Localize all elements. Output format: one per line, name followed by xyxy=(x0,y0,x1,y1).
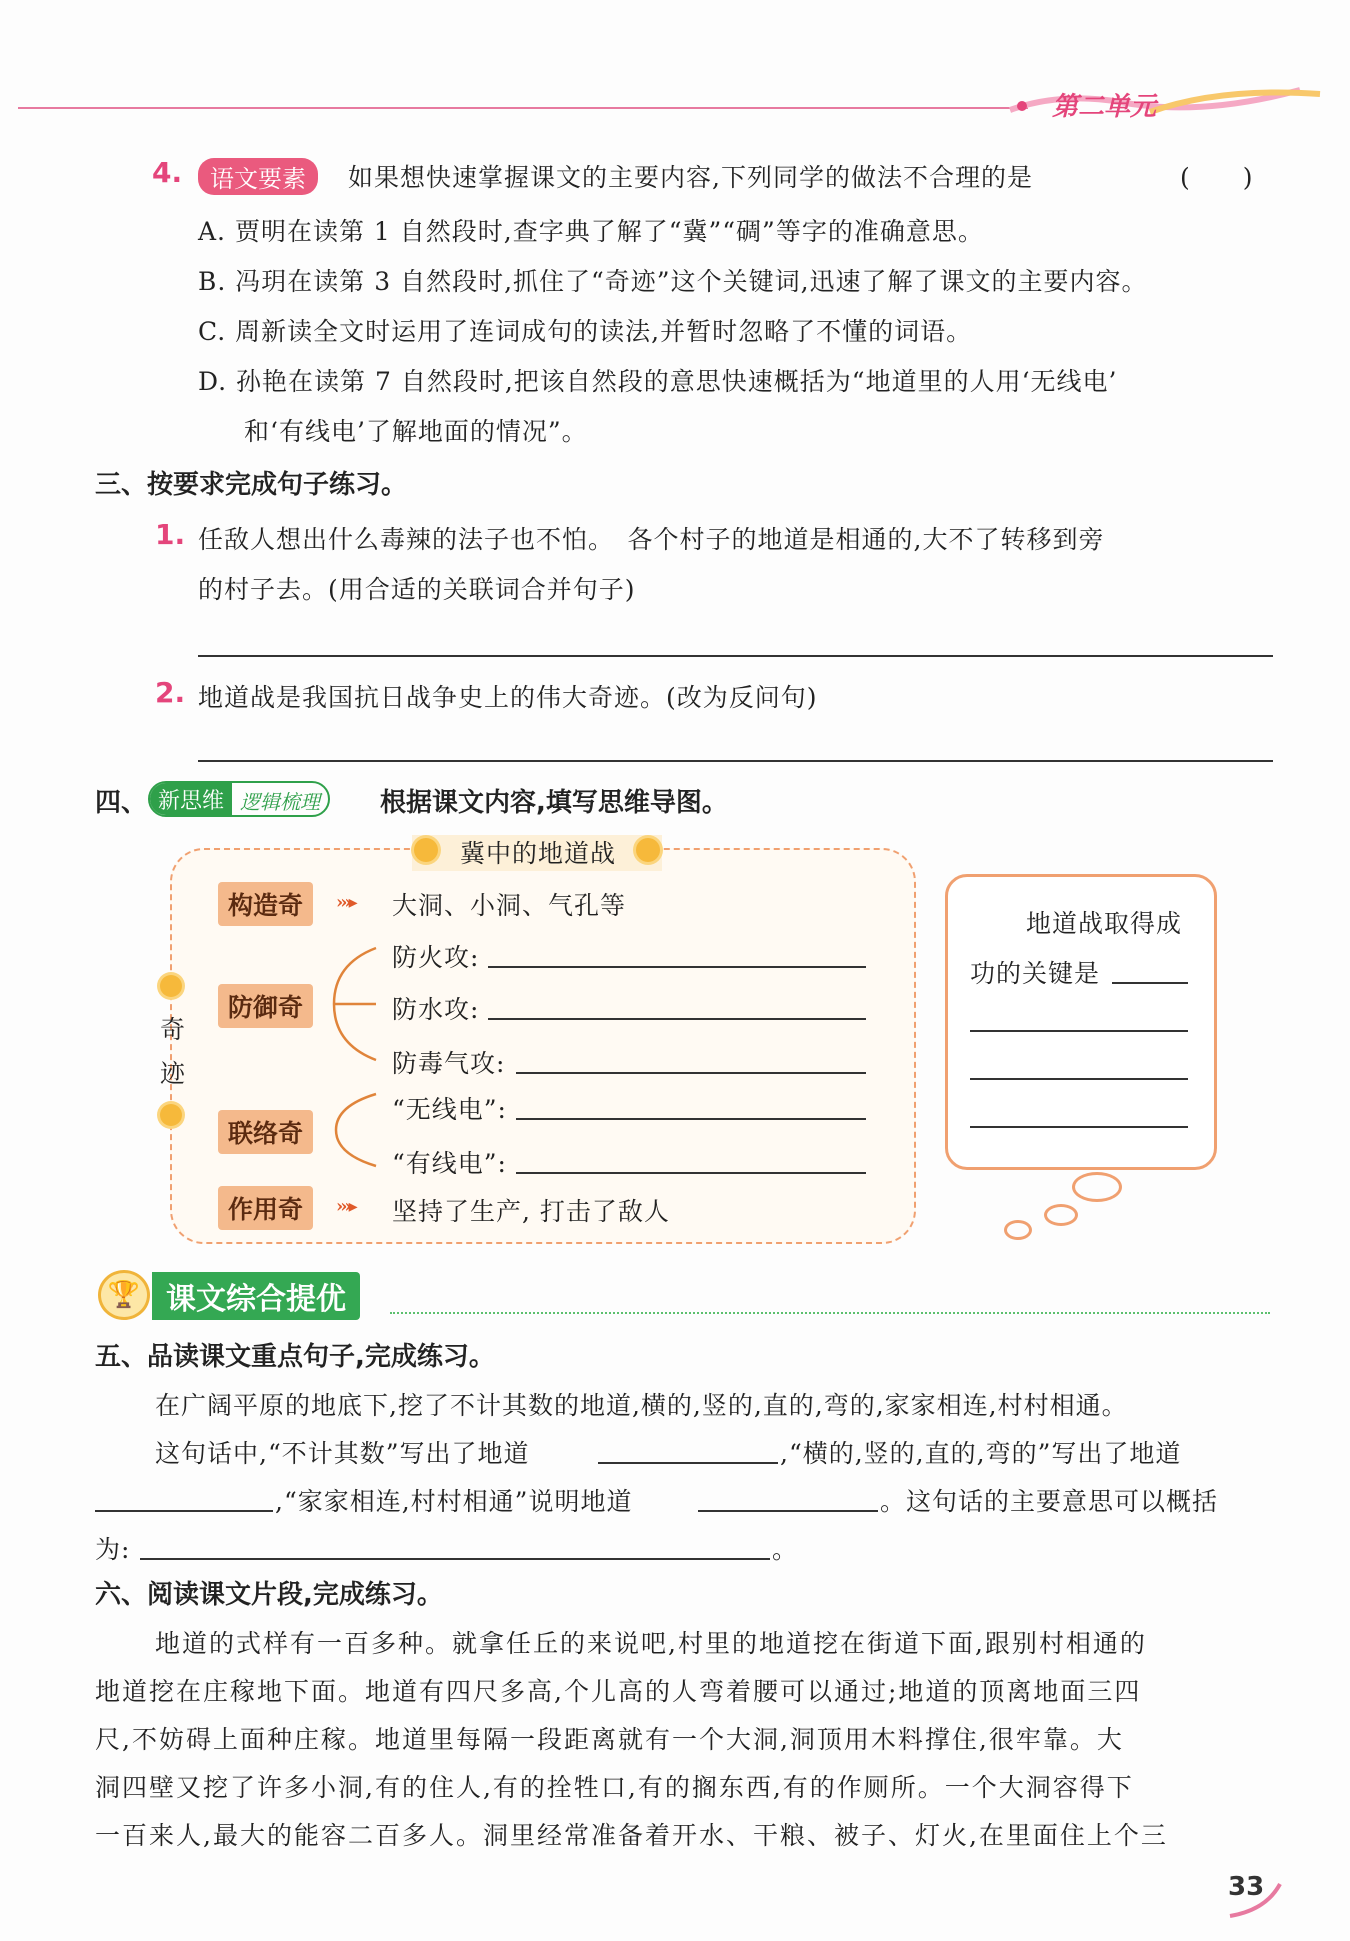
bubble-answer-line[interactable] xyxy=(970,1030,1188,1032)
bubble-line2: 功的关键是 xyxy=(970,959,1101,988)
banner-dotted-line xyxy=(390,1312,1270,1314)
comm-wired-label: “有线电”: xyxy=(392,1149,507,1178)
defense-box: 防御奇 xyxy=(218,984,313,1028)
s5-line2b: 。这句话的主要意思可以概括 xyxy=(880,1487,1219,1516)
section4-tag-main: 新思维 xyxy=(150,783,232,815)
sun-icon xyxy=(414,838,438,862)
q4-option-b: B. 冯玥在读第 3 自然段时,抓住了“奇迹”这个关键词,迅速了解了课文的主要内容。 xyxy=(198,267,1148,296)
q4-number: 4. xyxy=(152,156,183,189)
unit-label: 第二单元 xyxy=(1052,92,1157,122)
s3-q1-line1: 任敌人想出什么毒辣的法子也不怕。 各个村子的地道是相通的,大不了转移到旁 xyxy=(198,525,1105,554)
s5-line3b: 。 xyxy=(772,1535,799,1564)
s3-q1-line2: 的村子去。(用合适的关联词合并句子) xyxy=(198,575,636,604)
section6-title: 六、阅读课文片段,完成练习。 xyxy=(95,1580,443,1610)
s3-q2-text: 地道战是我国抗日战争史上的伟大奇迹。(改为反问句) xyxy=(198,683,818,712)
bubble-line1: 地道战取得成 xyxy=(1026,909,1183,938)
section4-title: 根据课文内容,填写思维导图。 xyxy=(380,788,728,818)
bubble-dot xyxy=(1004,1220,1032,1240)
comm-box: 联络奇 xyxy=(218,1110,313,1154)
defense-bracket xyxy=(330,944,380,1064)
q4-option-d-cont: 和‘有线电’了解地面的情况”。 xyxy=(244,417,588,446)
bubble-dot xyxy=(1072,1172,1122,1202)
s5-line3a: 为: xyxy=(95,1535,131,1564)
s6-line: 地道挖在庄稼地下面。地道有四尺多高,个儿高的人弯着腰可以通过;地道的顶离地面三四 xyxy=(95,1677,1142,1706)
side-label-bottom: 迹 xyxy=(160,1059,187,1088)
s5-line1b: ,“横的,竖的,直的,弯的”写出了地道 xyxy=(780,1439,1182,1468)
s3-q1-answer-line[interactable] xyxy=(198,655,1273,657)
section4-tag xyxy=(148,781,330,817)
section5-quote: 在广阔平原的地底下,挖了不计其数的地道,横的,竖的,直的,弯的,家家相连,村村相通。 xyxy=(155,1391,1128,1420)
defense-water-line[interactable] xyxy=(488,1018,866,1020)
q4-option-a: A. 贾明在读第 1 自然段时,查字典了解了“冀”“碉”等字的准确意思。 xyxy=(198,217,984,246)
header-line xyxy=(18,107,1028,109)
header-swoosh-decoration xyxy=(1000,82,1340,132)
bubble-answer-line[interactable] xyxy=(1112,982,1188,984)
construct-text: 大洞、小洞、气孔等 xyxy=(392,891,627,920)
defense-fire-label: 防火攻: xyxy=(392,943,480,972)
mindmap-title: 冀中的地道战 xyxy=(460,839,617,868)
effect-text: 坚持了生产, 打击了敌人 xyxy=(392,1197,670,1226)
q4-option-d: D. 孙艳在读第 7 自然段时,把该自然段的意思快速概括为“地道里的人用‘无线电’ xyxy=(198,367,1118,396)
flower-icon xyxy=(160,975,182,997)
s5-blank-3[interactable] xyxy=(698,1510,878,1512)
s5-line1a: 这句话中,“不计其数”写出了地道 xyxy=(155,1439,530,1468)
section4-tag-sub: 逻辑梳理 xyxy=(240,790,321,814)
arrow-icon: ›››▸ xyxy=(336,1196,355,1217)
side-label-top: 奇 xyxy=(160,1015,187,1044)
s6-line: 地道的式样有一百多种。就拿任丘的来说吧,村里的地道挖在街道下面,跟别村相通的 xyxy=(155,1629,1147,1658)
comm-wired-line[interactable] xyxy=(516,1172,866,1174)
flower-icon xyxy=(160,1104,182,1126)
section3-title: 三、按要求完成句子练习。 xyxy=(95,470,408,500)
defense-gas-label: 防毒气攻: xyxy=(392,1049,506,1078)
q4-option-c: C. 周新读全文时运用了连词成句的读法,并暂时忽略了不懂的词语。 xyxy=(198,317,973,346)
s6-line: 洞四壁又挖了许多小洞,有的住人,有的拴牲口,有的搁东西,有的作厕所。一个大洞容得下 xyxy=(95,1773,1134,1802)
s5-blank-1[interactable] xyxy=(598,1462,778,1464)
construct-box: 构造奇 xyxy=(218,882,313,926)
s6-line: 尺,不妨碍上面种庄稼。地道里每隔一段距离就有一个大洞,洞顶用木料撑住,很牢靠。大 xyxy=(95,1725,1124,1754)
s3-q2-number: 2. xyxy=(155,676,186,709)
s3-q1-number: 1. xyxy=(155,518,186,551)
bubble-answer-line[interactable] xyxy=(970,1078,1188,1080)
comm-bracket xyxy=(332,1090,380,1170)
arrow-icon: ›››▸ xyxy=(336,892,355,913)
s6-line: 一百来人,最大的能容二百多人。洞里经常准备着开水、干粮、被子、灯火,在里面住上个三 xyxy=(95,1821,1168,1850)
s5-blank-2[interactable] xyxy=(95,1510,273,1512)
s5-blank-4[interactable] xyxy=(140,1558,770,1560)
page-number: 33 xyxy=(1228,1872,1265,1902)
comm-wireless-label: “无线电”: xyxy=(392,1095,507,1124)
q4-tag: 语文要素 xyxy=(198,158,318,195)
defense-water-label: 防水攻: xyxy=(392,995,480,1024)
defense-gas-line[interactable] xyxy=(516,1072,866,1074)
section5-title: 五、品读课文重点句子,完成练习。 xyxy=(95,1342,495,1372)
s5-line2a: ,“家家相连,村村相通”说明地道 xyxy=(275,1487,633,1516)
q4-answer-paren[interactable]: ( ) xyxy=(1180,163,1254,192)
page-number-swoosh xyxy=(1226,1880,1286,1920)
effect-box: 作用奇 xyxy=(218,1186,313,1230)
q4-stem: 如果想快速掌握课文的主要内容,下列同学的做法不合理的是 xyxy=(348,163,1033,192)
banner-title: 课文综合提优 xyxy=(152,1272,360,1320)
trophy-icon: 🏆 xyxy=(98,1270,150,1320)
s3-q2-answer-line[interactable] xyxy=(198,760,1273,762)
bubble-answer-line[interactable] xyxy=(970,1126,1188,1128)
comm-wireless-line[interactable] xyxy=(516,1118,866,1120)
section4-prefix: 四、 xyxy=(95,788,148,818)
sun-icon xyxy=(636,838,660,862)
defense-fire-line[interactable] xyxy=(488,966,866,968)
bubble-dot xyxy=(1044,1204,1078,1226)
